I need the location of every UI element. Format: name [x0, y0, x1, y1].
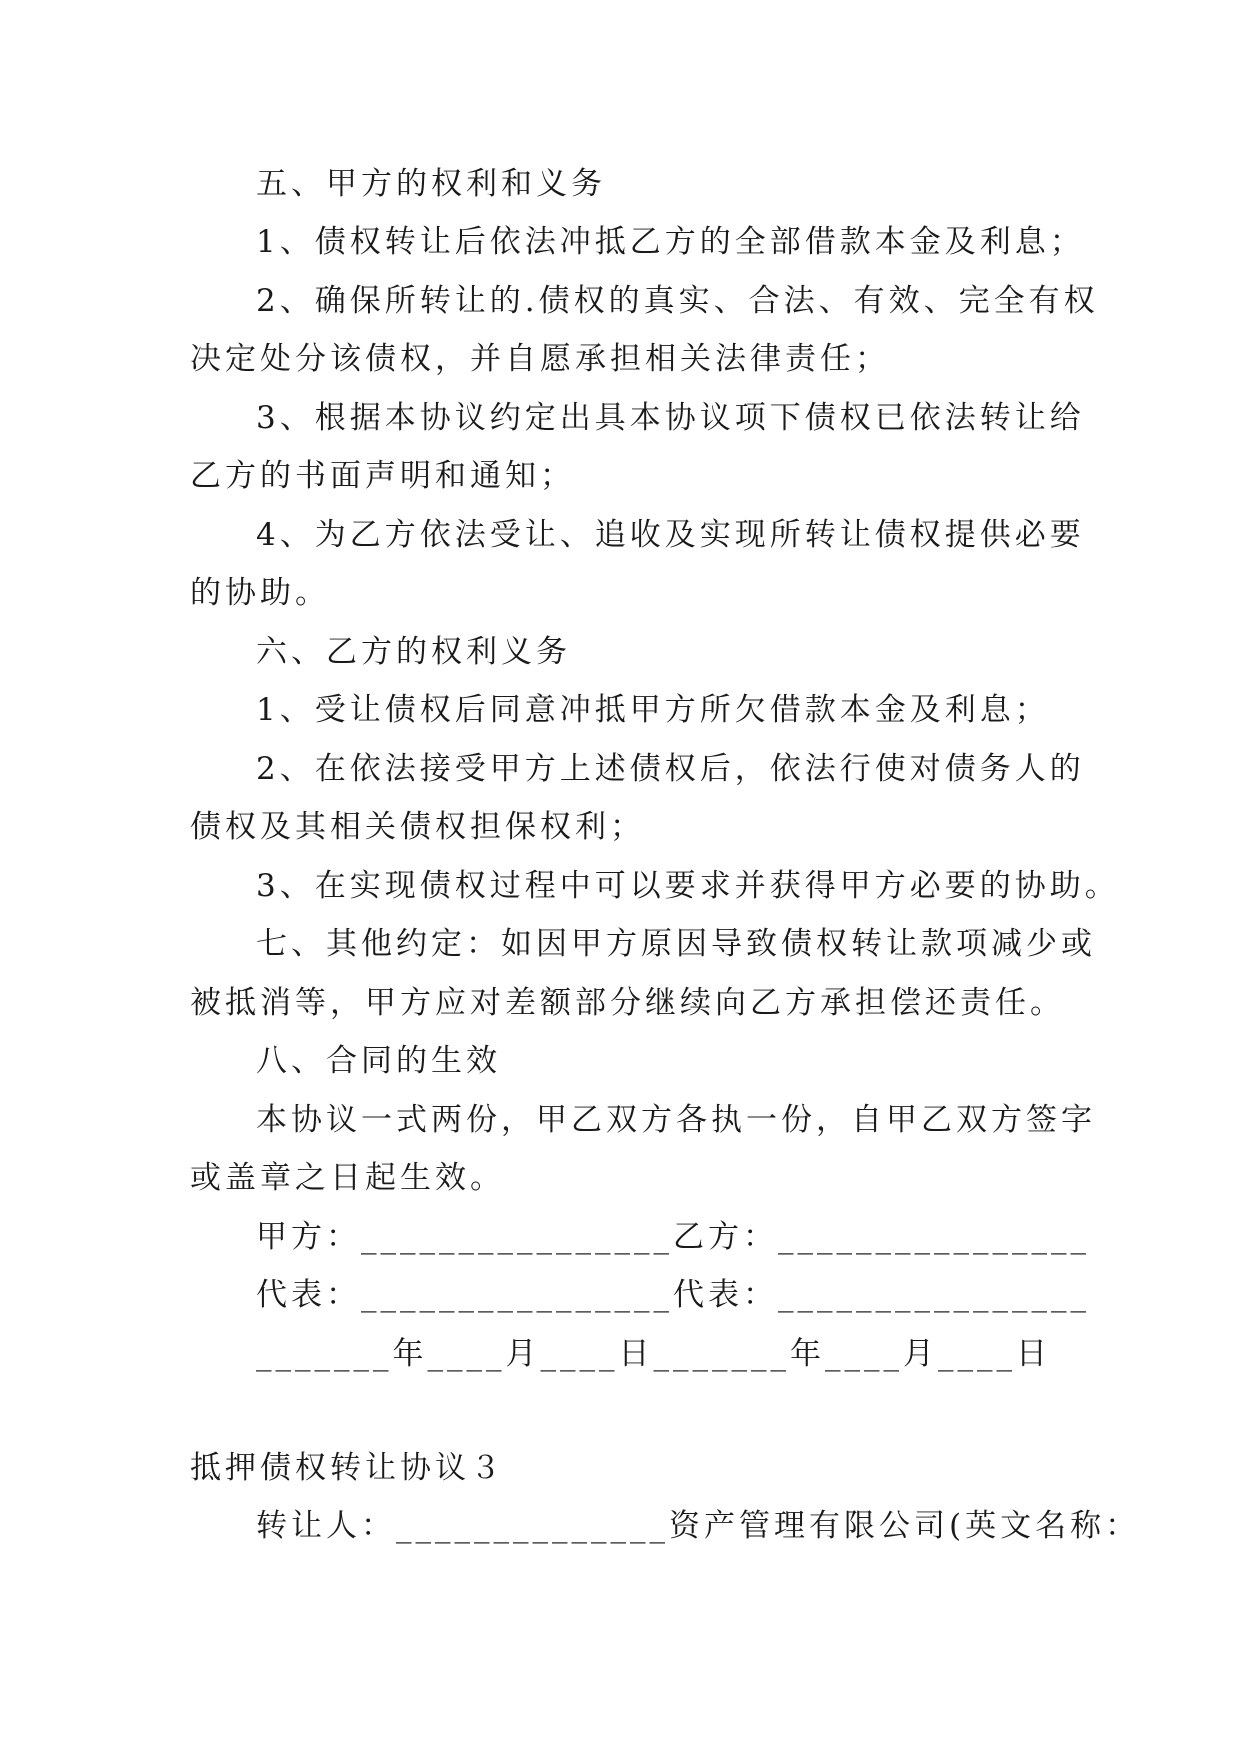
document-title-3: 抵押债权转让协议３ — [190, 1450, 505, 1486]
section-heading-party-a-rights: 五、甲方的权利和义务 — [256, 166, 606, 202]
section-other-agreements: 七、其他约定：如因甲方原因导致债权转让款项减少或 — [256, 926, 1096, 962]
signature-parties-line: 甲方：________________乙方：________________ — [256, 1219, 1090, 1255]
clause-a-2: 2、确保所转让的.债权的真实、合法、有效、完全有权 — [256, 283, 1099, 319]
transferor-line: 转让人：______________资产管理有限公司(英文名称： — [256, 1508, 1141, 1544]
clause-b-2: 2、在依法接受甲方上述债权后，依法行使对债务人的 — [256, 751, 1085, 787]
signature-date-line: _______年____月____日_______年____月____日 — [256, 1336, 1051, 1372]
clause-a-1: 1、债权转让后依法冲抵乙方的全部借款本金及利息； — [256, 224, 1085, 260]
clause-b-2-continued: 债权及其相关债权担保权利； — [190, 809, 645, 845]
effectiveness-text-continued: 或盖章之日起生效。 — [190, 1160, 505, 1196]
section-other-agreements-continued: 被抵消等，甲方应对差额部分继续向乙方承担偿还责任。 — [190, 985, 1065, 1021]
clause-a-2-continued: 决定处分该债权，并自愿承担相关法律责任； — [190, 341, 890, 377]
signature-representatives-line: 代表：________________代表：________________ — [256, 1277, 1090, 1313]
clause-a-3-continued: 乙方的书面声明和通知； — [190, 458, 575, 494]
clause-b-3: 3、在实现债权过程中可以要求并获得甲方必要的协助。 — [256, 868, 1120, 904]
effectiveness-text: 本协议一式两份，甲乙双方各执一份，自甲乙双方签字 — [256, 1102, 1096, 1138]
clause-b-1: 1、受让债权后同意冲抵甲方所欠借款本金及利息； — [256, 692, 1050, 728]
section-heading-party-b-rights: 六、乙方的权利义务 — [256, 634, 571, 670]
section-heading-effectiveness: 八、合同的生效 — [256, 1043, 501, 1079]
clause-a-4: 4、为乙方依法受让、追收及实现所转让债权提供必要 — [256, 517, 1085, 553]
clause-a-3: 3、根据本协议约定出具本协议项下债权已依法转让给 — [256, 400, 1085, 436]
clause-a-4-continued: 的协助。 — [190, 575, 330, 611]
